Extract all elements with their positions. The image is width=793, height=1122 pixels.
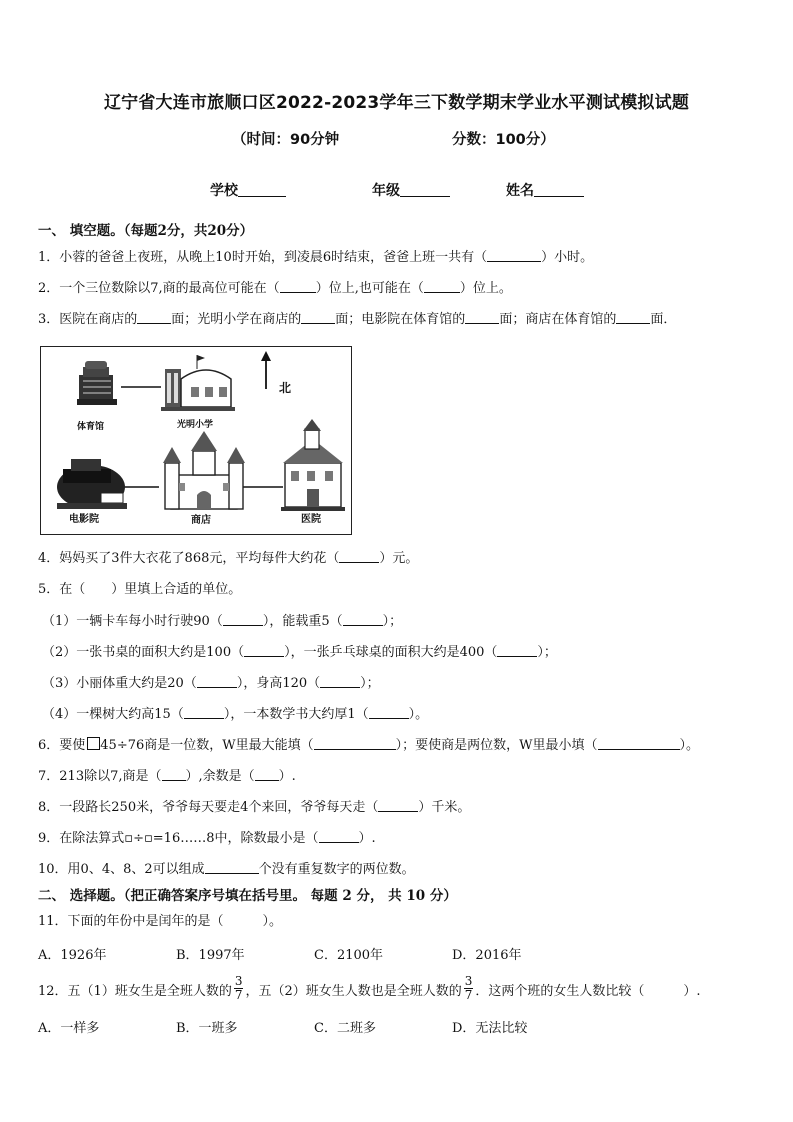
q5-3-text: （3）小丽体重大约是20（ xyxy=(42,676,197,691)
q5-2-text: （2）一张书桌的面积大约是100（ xyxy=(42,645,245,660)
exam-score: 分数：100分） xyxy=(452,132,555,148)
name-label: 姓名 xyxy=(506,183,534,199)
q3-blank-1[interactable] xyxy=(137,311,171,324)
question-11: 11．下面的年份中是闰年的是（ ）。 xyxy=(38,914,283,929)
q6-text: 6．要使 xyxy=(38,738,86,753)
q5-4-text-end: ）。 xyxy=(408,707,429,722)
question-4 xyxy=(38,550,418,568)
q4-text-end: ）元。 xyxy=(379,551,419,566)
q2-answer-blank-2[interactable] xyxy=(424,280,460,293)
q5-4-blank-2[interactable] xyxy=(369,706,409,719)
question-7 xyxy=(38,768,296,786)
grade-label: 年级 xyxy=(372,183,400,199)
q2-text-mid: ）位上,也可能在（ xyxy=(315,281,424,296)
q5-2-text-end: ）； xyxy=(537,645,557,660)
question-8 xyxy=(38,799,470,817)
q4-answer-blank[interactable] xyxy=(339,550,379,563)
q12-option-c[interactable]: C．二班多 xyxy=(314,1021,376,1036)
question-3 xyxy=(38,311,676,329)
empty-square-icon xyxy=(87,737,100,750)
q6-blank-1[interactable] xyxy=(314,737,396,750)
q9-text-end: ）. xyxy=(358,831,376,846)
q8-text-end: ）千米。 xyxy=(418,800,471,815)
q3-text-b: 面；光明小学在商店的 xyxy=(171,312,302,327)
exam-time: （时间：90分钟 xyxy=(232,132,340,148)
q5-2-blank-2[interactable] xyxy=(497,644,537,657)
q5-4-text: （4）一棵树大约高15（ xyxy=(42,707,184,722)
q9-answer-blank[interactable] xyxy=(319,830,359,843)
gym-label: 体育馆 xyxy=(77,422,105,432)
grade-field[interactable] xyxy=(372,180,450,200)
q1-answer-blank[interactable] xyxy=(487,249,541,262)
store-label: 商店 xyxy=(191,515,211,526)
question-1 xyxy=(38,249,593,267)
question-9 xyxy=(38,830,376,848)
school-blank[interactable] xyxy=(238,182,286,197)
question-10 xyxy=(38,861,415,879)
map-figure xyxy=(40,346,352,535)
q5-4-text-mid: ），一本数学书大约厚1（ xyxy=(223,707,369,722)
q10-text-end: 个没有重复数字的两位数。 xyxy=(258,862,415,877)
name-blank[interactable] xyxy=(534,182,584,197)
q11-option-a[interactable]: A．1926年 xyxy=(38,948,107,963)
question-2 xyxy=(38,280,512,298)
section2-heading: 二、 选择题。（把正确答案序号填在括号里。 每题 2 分， 共 10 分） xyxy=(38,888,457,904)
question-5-1 xyxy=(42,613,402,631)
cinema-label: 电影院 xyxy=(69,514,99,525)
q12-text-mid: ，五（2）班女生人数也是全班人数的 xyxy=(245,984,462,999)
name-field[interactable] xyxy=(506,180,584,200)
q7-text-mid: ）,余数是（ xyxy=(185,769,255,784)
q4-text: 4．妈妈买了3件大衣花了868元，平均每件大约花（ xyxy=(38,551,340,566)
q10-blank[interactable] xyxy=(205,861,259,874)
q11-option-c[interactable]: C．2100年 xyxy=(314,948,384,963)
q10-text: 10．用0、4、8、2可以组成 xyxy=(38,862,205,877)
q5-1-text-mid: ），能载重5（ xyxy=(262,614,343,629)
question-5-3 xyxy=(42,675,380,693)
q8-text: 8．一段路长250米，爷爷每天要走4个来回，爷爷每天走（ xyxy=(38,800,379,815)
q8-answer-blank[interactable] xyxy=(378,799,418,812)
q5-1-blank-1[interactable] xyxy=(223,613,263,626)
school-label: 学校 xyxy=(210,183,238,199)
fraction-1-denominator: 7 xyxy=(234,988,243,1002)
q5-1-text-end: ）； xyxy=(382,614,403,629)
student-info xyxy=(0,180,793,204)
q5-2-blank-1[interactable] xyxy=(244,644,284,657)
q7-blank-1[interactable] xyxy=(162,768,186,781)
q11-option-d[interactable]: D．2016年 xyxy=(452,948,522,963)
gym-icon xyxy=(77,361,117,405)
hospital-label: 医院 xyxy=(301,514,321,525)
q2-answer-blank-1[interactable] xyxy=(280,280,316,293)
exam-meta xyxy=(0,128,793,150)
q12-text: 12．五（1）班女生是全班人数的 xyxy=(38,984,232,999)
page-title: 辽宁省大连市旅顺口区2022-2023学年三下数学期末学业水平测试模拟试题 xyxy=(103,93,690,113)
map-drawing xyxy=(41,347,351,534)
q5-4-blank-1[interactable] xyxy=(184,706,224,719)
cinema-icon xyxy=(57,459,127,509)
q5-3-text-end: ）； xyxy=(360,676,380,691)
q6-text-end: ）。 xyxy=(679,738,700,753)
q7-text: 7．213除以7,商是（ xyxy=(38,769,162,784)
question-5-2 xyxy=(42,644,557,662)
q12-option-b[interactable]: B．一班多 xyxy=(176,1021,238,1036)
school-field[interactable] xyxy=(210,180,286,200)
q5-1-blank-2[interactable] xyxy=(343,613,383,626)
hospital-icon xyxy=(281,419,345,511)
fraction-2 xyxy=(464,975,474,1002)
q12-option-a[interactable]: A．一样多 xyxy=(38,1021,100,1036)
school-label: 光明小学 xyxy=(177,420,214,430)
question-5-4 xyxy=(42,706,428,724)
q2-text: 2．一个三位数除以7,商的最高位可能在（ xyxy=(38,281,280,296)
question-12 xyxy=(38,974,701,1006)
q3-blank-4[interactable] xyxy=(616,311,650,324)
q9-text: 9．在除法算式▫÷▫=16……8中，除数最小是（ xyxy=(38,831,319,846)
question-5: 5．在（ ）里填上合适的单位。 xyxy=(38,582,242,597)
q2-text-end: ）位上。 xyxy=(459,281,512,296)
fraction-2-numerator: 3 xyxy=(464,974,473,988)
q11-option-b[interactable]: B．1997年 xyxy=(176,948,245,963)
q7-blank-2[interactable] xyxy=(255,768,279,781)
q3-text-d: 面；商店在体育馆的 xyxy=(499,312,617,327)
grade-blank[interactable] xyxy=(400,182,450,197)
fraction-2-denominator: 7 xyxy=(464,988,473,1002)
q5-3-blank-1[interactable] xyxy=(197,675,237,688)
q1-text: 1．小蓉的爸爸上夜班，从晚上10时开始，到凌晨6时结束，爸爸上班一共有（ xyxy=(38,250,488,265)
store-icon xyxy=(163,431,245,509)
north-label: 北 xyxy=(279,381,292,395)
q5-3-blank-2[interactable] xyxy=(320,675,360,688)
q5-3-text-mid: ），身高120（ xyxy=(236,676,321,691)
fraction-1-numerator: 3 xyxy=(234,974,243,988)
q3-blank-3[interactable] xyxy=(465,311,499,324)
fraction-1 xyxy=(234,975,244,1002)
q6-text-mid2: ）；要使商是两位数，W里最小填（ xyxy=(395,738,598,753)
q12-option-d[interactable]: D．无法比较 xyxy=(452,1021,528,1036)
q3-text-c: 面；电影院在体育馆的 xyxy=(335,312,466,327)
q5-1-text: （1）一辆卡车每小时行驶90（ xyxy=(42,614,223,629)
section1-heading: 一、 填空题。（每题2分，共20分） xyxy=(38,223,254,239)
q12-text-end: ．这两个班的女生人数比较（ ）. xyxy=(475,984,701,999)
q5-2-text-mid: ），一张乒乓球桌的面积大约是400（ xyxy=(284,645,498,660)
q3-text-e: 面． xyxy=(650,312,677,327)
q1-text-end: ）小时。 xyxy=(541,250,594,265)
q6-text-mid: 45÷76商是一位数，W里最大能填（ xyxy=(100,738,314,753)
question-6 xyxy=(38,737,699,755)
q3-blank-2[interactable] xyxy=(301,311,335,324)
q3-text-a: 3．医院在商店的 xyxy=(38,312,138,327)
school-icon xyxy=(161,355,235,411)
q6-blank-2[interactable] xyxy=(598,737,680,750)
q7-text-end: ）. xyxy=(278,769,296,784)
